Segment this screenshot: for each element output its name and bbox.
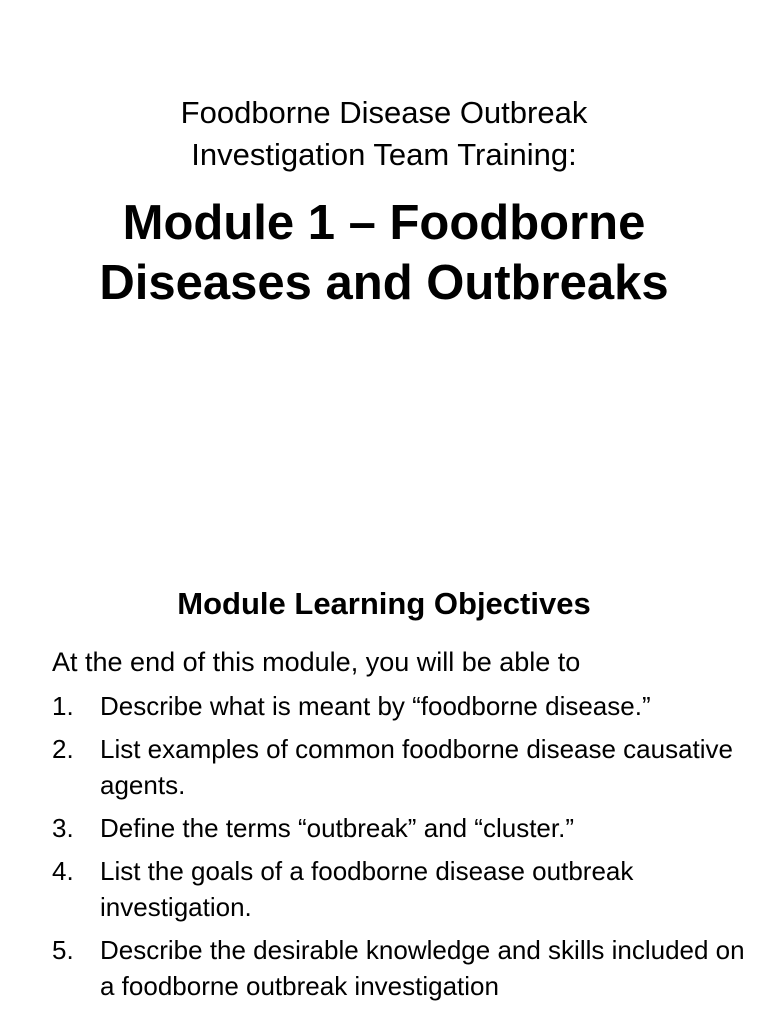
objective-text: Describe what is meant by “foodborne disease.” bbox=[100, 691, 651, 721]
objective-number: 2. bbox=[52, 734, 74, 764]
objective-number: 4. bbox=[52, 856, 74, 886]
objectives-slide bbox=[0, 540, 768, 1024]
objective-item bbox=[52, 731, 752, 803]
objectives-intro: At the end of this module, you will be able to bbox=[52, 647, 581, 677]
objective-text: List the goals of a foodborne disease outbreak investigation. bbox=[100, 856, 634, 922]
objectives-heading: Module Learning Objectives bbox=[177, 586, 591, 621]
title-line-2: Diseases and Outbreaks bbox=[99, 256, 669, 310]
objective-text: List examples of common foodborne disease causative agents. bbox=[100, 734, 734, 800]
objective-text: Describe the desirable knowledge and skills included on a foodborne outbreak investigation bbox=[100, 935, 745, 1001]
objectives-list bbox=[52, 688, 752, 1011]
objective-number: 5. bbox=[52, 935, 74, 965]
objective-item bbox=[52, 810, 752, 846]
objective-text: Define the terms “outbreak” and “cluster.” bbox=[100, 813, 574, 843]
subtitle-line-1: Foodborne Disease Outbreak bbox=[180, 95, 588, 130]
objective-item bbox=[52, 688, 752, 724]
objective-number: 3. bbox=[52, 813, 74, 843]
title-line-1: Module 1 – Foodborne bbox=[122, 196, 646, 250]
slide-subtitle bbox=[0, 92, 768, 176]
objective-item bbox=[52, 932, 752, 1004]
subtitle-line-2: Investigation Team Training: bbox=[191, 137, 577, 172]
objective-item bbox=[52, 853, 752, 925]
slide-title bbox=[0, 193, 768, 313]
objective-number: 1. bbox=[52, 691, 74, 721]
